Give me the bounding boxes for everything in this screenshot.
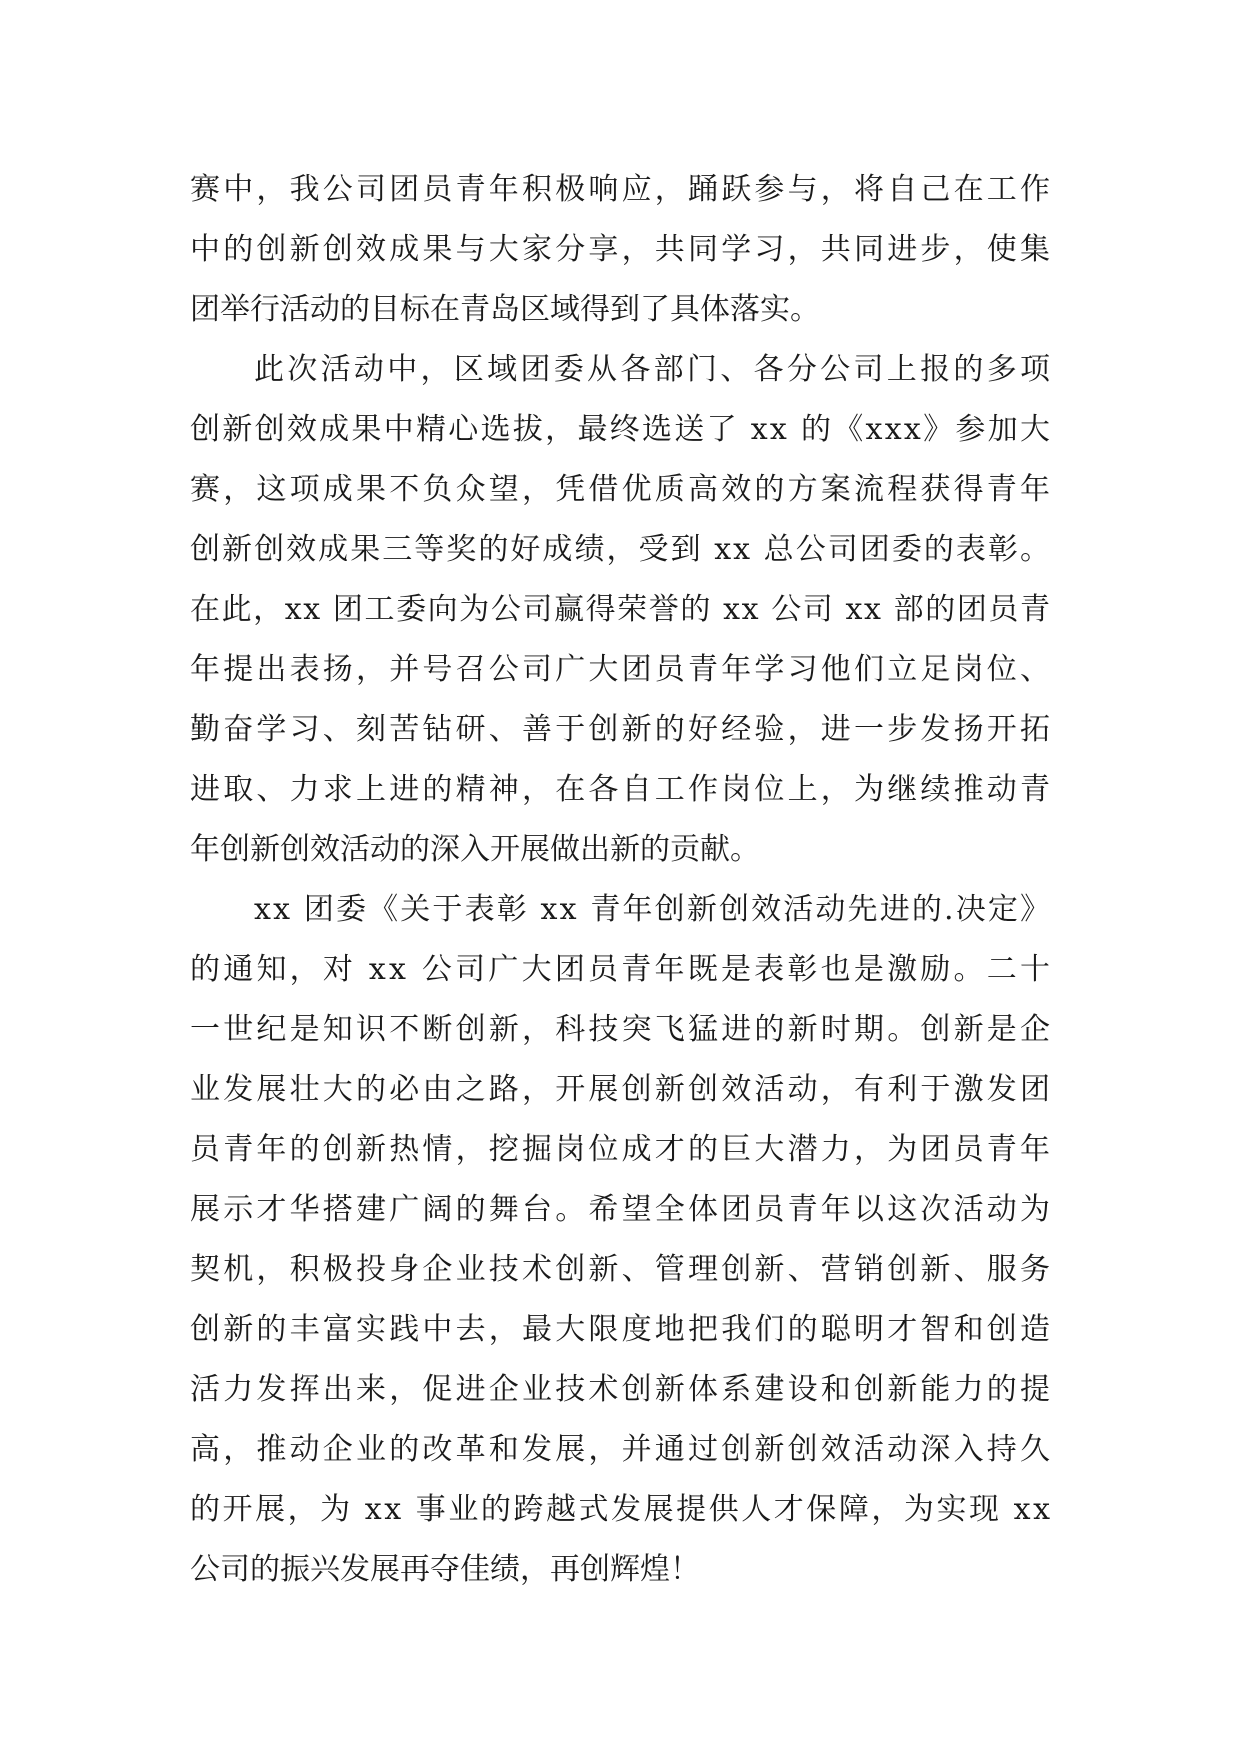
paragraph-3-line-11 [190,1480,1053,1540]
paragraph-3-line-5 [190,1120,1054,1180]
text-line: 创新的丰富实践中去，最大限度地把我们的聪明才智和创造 [190,1312,1054,1347]
document-body [190,160,1054,1600]
text-line: 员青年的创新热情，挖掘岗位成才的巨大潜力，为团员青年 [190,1132,1054,1167]
text-line: 年提出表扬，并号召公司广大团员青年学习他们立足岗位、 [190,652,1054,687]
text-line: 创新创效成果三等奖的好成绩，受到 xx 总公司团委的表彰。 [190,532,1053,567]
text-line: 一世纪是知识不断创新，科技突飞猛进的新时期。创新是企 [190,1012,1054,1047]
paragraph-2-line-7 [190,700,1054,760]
paragraph-3-line-1 [190,880,1053,940]
paragraph-3-line-10 [190,1420,1054,1480]
text-line: 活力发挥出来，促进企业技术创新体系建设和创新能力的提 [190,1372,1054,1407]
text-line: 赛中，我公司团员青年积极响应，踊跃参与，将自己在工作 [190,172,1054,207]
paragraph-3-line-8 [190,1300,1054,1360]
text-line: 契机，积极投身企业技术创新、管理创新、营销创新、服务 [190,1252,1054,1287]
paragraph-3-line-12 [190,1540,1050,1600]
paragraph-2-line-1 [190,340,1054,400]
text-line: 进取、力求上进的精神，在各自工作岗位上，为继续推动青 [190,772,1054,807]
text-line: 中的创新创效成果与大家分享，共同学习，共同进步，使集 [190,232,1054,267]
paragraph-3-line-9 [190,1360,1054,1420]
text-line: 勤奋学习、刻苦钻研、善于创新的好经验，进一步发扬开拓 [190,712,1054,747]
paragraph-1-line-3 [190,280,1050,340]
text-line: 年创新创效活动的深入开展做出新的贡献。 [190,832,760,867]
text-line: 此次活动中，区域团委从各部门、各分公司上报的多项 [254,352,1054,387]
paragraph-2-line-6 [190,640,1054,700]
paragraph-2-line-9 [190,820,1050,880]
text-line: 在此，xx 团工委向为公司赢得荣誉的 xx 公司 xx 部的团员青 [190,592,1052,627]
text-line: 业发展壮大的必由之路，开展创新创效活动，有利于激发团 [190,1072,1054,1107]
paragraph-3-line-3 [190,1000,1054,1060]
paragraph-3-line-4 [190,1060,1054,1120]
paragraph-3-line-6 [190,1180,1054,1240]
paragraph-2-line-2 [190,400,1053,460]
paragraph-2-line-4 [190,520,1053,580]
text-line: xx 团委《关于表彰 xx 青年创新创效活动先进的.决定》 [254,892,1053,927]
text-line: 赛，这项成果不负众望，凭借优质高效的方案流程获得青年 [190,472,1054,507]
text-line: 展示才华搭建广阔的舞台。希望全体团员青年以这次活动为 [190,1192,1054,1227]
paragraph-1-line-1 [190,160,1054,220]
paragraph-1-line-2 [190,220,1054,280]
paragraph-2-line-5 [190,580,1050,640]
text-line: 创新创效成果中精心选拔，最终选送了 xx 的《xxx》参加大 [190,412,1053,447]
text-line: 的开展，为 xx 事业的跨越式发展提供人才保障，为实现 xx [190,1492,1053,1527]
text-line: 的通知，对 xx 公司广大团员青年既是表彰也是激励。二十 [190,952,1054,987]
paragraph-2-line-8 [190,760,1054,820]
paragraph-3-line-7 [190,1240,1054,1300]
text-line: 公司的振兴发展再夺佳绩，再创辉煌！ [190,1552,700,1587]
paragraph-2-line-3 [190,460,1054,520]
paragraph-3-line-2 [190,940,1054,1000]
text-line: 团举行活动的目标在青岛区域得到了具体落实。 [190,292,820,327]
text-line: 高，推动企业的改革和发展，并通过创新创效活动深入持久 [190,1432,1054,1467]
